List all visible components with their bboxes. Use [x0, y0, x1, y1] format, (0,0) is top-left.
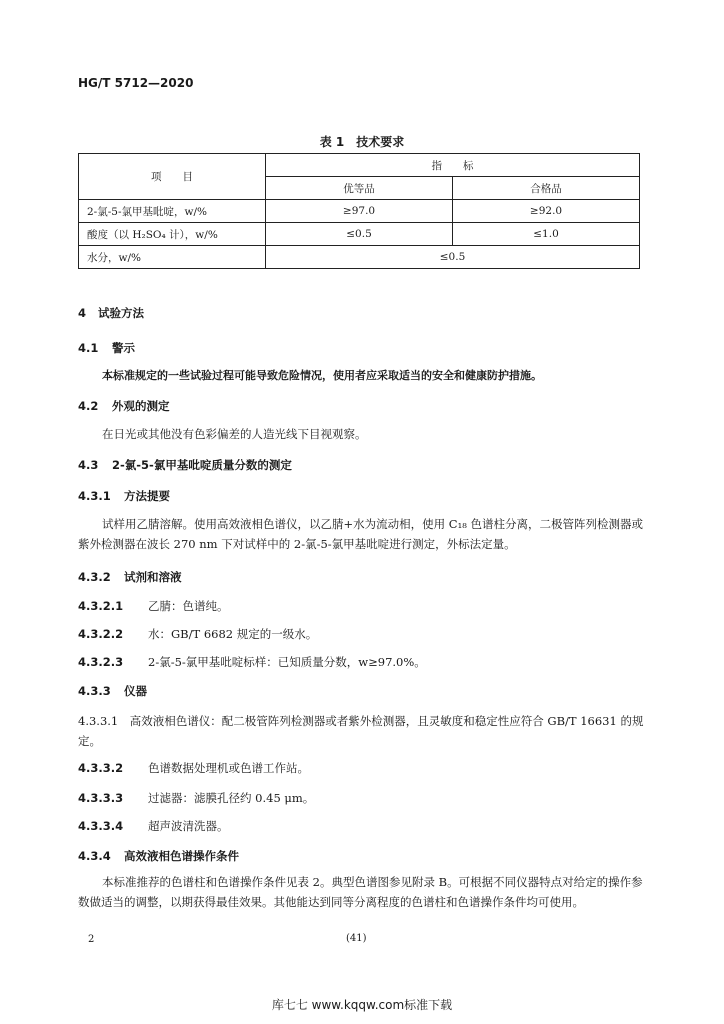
page-number: 2	[88, 934, 95, 945]
section-title: 外观的测定	[112, 399, 170, 413]
item-4-3-3-3	[78, 790, 314, 806]
site-watermark: 库七七 www.kqqw.com标准下载	[271, 998, 453, 1012]
item-number: 4.3.3.2	[78, 761, 124, 775]
col-header-item: 项 目	[79, 154, 266, 200]
item-4-3-3-1: 4.3.3.1 高效液相色谱仪：配二极管阵列检测器或者紫外检测器，且灵敏度和稳定性应符合 GB/T 16631 的规定。	[78, 714, 644, 748]
item-4-3-2-3	[78, 654, 426, 670]
standard-number: HG/T 5712—2020	[78, 76, 194, 90]
row-name: 水分，w/%	[79, 246, 266, 269]
footer-sequence-number: (41)	[346, 933, 367, 944]
section-title: 试剂和溶液	[124, 570, 182, 584]
row-value: ≥92.0	[453, 200, 640, 223]
method-summary-text: 试样用乙腈溶解。使用高效液相色谱仪，以乙腈+水为流动相，使用 C₁₈ 色谱柱分离，二极管阵列检测器或紫外检测器在波长 270 nm 下对试样中的 2-氯-5-氯甲基吡啶进行测定，外标法定量。	[78, 517, 643, 551]
section-number: 4.3.2	[78, 570, 111, 584]
hplc-conditions-text: 本标准推荐的色谱柱和色谱操作条件见表 2。典型色谱图参见附录 B。可根据不同仪器特点对给定的操作参数做适当的调整，以期获得最佳效果。其他能达到同等分离程度的色谱柱和色谱操作条件均可使用。	[78, 875, 643, 909]
col-header-index: 指 标	[266, 154, 640, 177]
section-number: 4.3.1	[78, 489, 111, 503]
section-4-3-4-heading	[78, 848, 239, 864]
section-number: 4	[78, 306, 87, 320]
item-4-3-2-1	[78, 598, 229, 614]
table-row	[79, 223, 640, 246]
row-value: ≤1.0	[453, 223, 640, 246]
item-number: 4.3.2.3	[78, 655, 124, 669]
item-text: 2-氯-5-氯甲基吡啶标样：已知质量分数，w≥97.0%。	[148, 655, 426, 669]
item-number: 4.3.2.2	[78, 627, 124, 641]
section-title: 2-氯-5-氯甲基吡啶质量分数的测定	[112, 458, 292, 472]
section-number: 4.3.4	[78, 849, 111, 863]
section-4-1-heading	[78, 340, 135, 356]
section-4-3-3-heading	[78, 683, 147, 699]
row-name: 酸度（以 H₂SO₄ 计），w/%	[79, 223, 266, 246]
section-number: 4.3.3	[78, 684, 111, 698]
technical-requirements-table	[78, 153, 640, 269]
section-4-3-heading	[78, 457, 292, 473]
section-title: 方法提要	[124, 489, 170, 503]
section-title: 试验方法	[98, 306, 144, 320]
item-number: 4.3.2.1	[78, 599, 124, 613]
item-text: 超声波清洗器。	[148, 819, 229, 833]
item-4-3-3-2	[78, 760, 309, 776]
section-title: 仪器	[124, 684, 147, 698]
warning-text: 本标准规定的一些试验过程可能导致危险情况，使用者应采取适当的安全和健康防护措施。	[102, 369, 542, 382]
row-value-merged: ≤0.5	[266, 246, 640, 269]
item-number: 4.3.3.4	[78, 819, 124, 833]
item-4-3-3-4	[78, 818, 229, 834]
col-header-grade1: 优等品	[266, 177, 453, 200]
appearance-text: 在日光或其他没有色彩偏差的人造光线下目视观察。	[102, 427, 367, 441]
section-4-2-heading	[78, 398, 170, 414]
table-row	[79, 246, 640, 269]
table-row	[79, 200, 640, 223]
item-text: 过滤器：滤膜孔径约 0.45 μm。	[148, 791, 315, 805]
section-number: 4.3	[78, 458, 99, 472]
section-4-heading	[78, 305, 144, 321]
item-text: 水：GB/T 6682 规定的一级水。	[148, 627, 318, 641]
row-value: ≤0.5	[266, 223, 453, 246]
row-name: 2-氯-5-氯甲基吡啶，w/%	[79, 200, 266, 223]
section-title: 高效液相色谱操作条件	[124, 849, 239, 863]
section-number: 4.2	[78, 399, 99, 413]
item-text: 色谱数据处理机或色谱工作站。	[148, 761, 309, 775]
col-header-grade2: 合格品	[453, 177, 640, 200]
item-number: 4.3.3.3	[78, 791, 124, 805]
section-4-3-1-heading	[78, 488, 170, 504]
item-4-3-2-2	[78, 626, 317, 642]
section-number: 4.1	[78, 341, 99, 355]
section-title: 警示	[112, 341, 135, 355]
table-caption: 表 1 技术要求	[319, 135, 405, 149]
section-4-3-2-heading	[78, 569, 182, 585]
row-value: ≥97.0	[266, 200, 453, 223]
item-text: 乙腈：色谱纯。	[148, 599, 229, 613]
